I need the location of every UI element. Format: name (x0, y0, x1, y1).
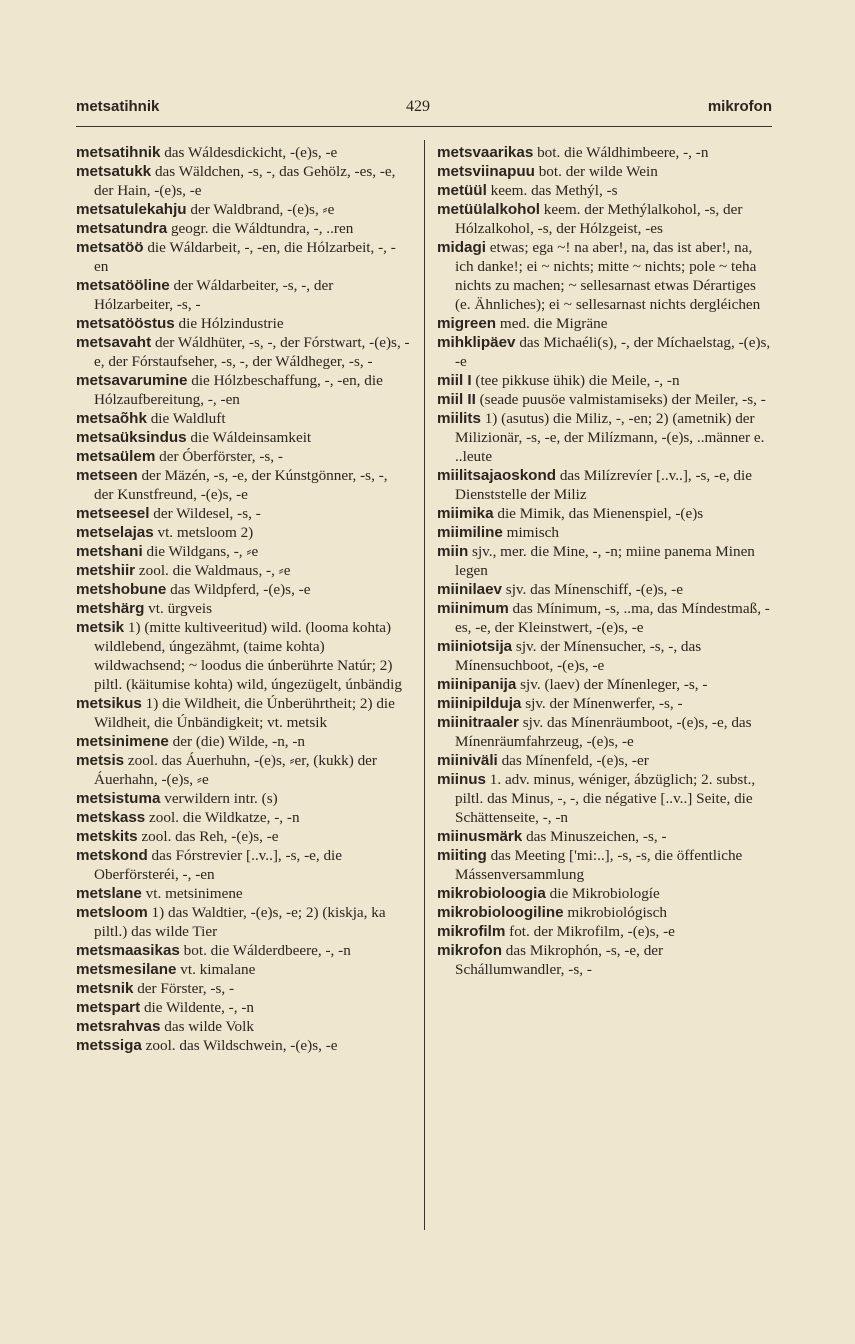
dictionary-entry (437, 504, 772, 523)
dictionary-entry (437, 846, 772, 884)
dictionary-entry (437, 770, 772, 827)
entry-definition: das Wáldesdickicht, -(e)s, -e (164, 144, 338, 161)
column-divider (424, 140, 425, 1230)
entry-definition: die Wáldarbeit, -, -en, die Hólzarbeit, -, -en (94, 239, 396, 275)
entry-headword: metsmesilane (76, 961, 177, 978)
dictionary-entry (76, 580, 410, 599)
dictionary-entry (437, 466, 772, 504)
entry-definition: sjv. der Mínensucher, -s, -, das Mínensuchboot, -(e)s, -e (455, 638, 702, 674)
dictionary-entry (76, 371, 410, 409)
entry-headword: metsatöö (76, 239, 144, 256)
dictionary-entry (437, 143, 772, 162)
entry-headword: metspart (76, 999, 141, 1016)
entry-headword: miinitraaler (437, 714, 519, 731)
entry-headword: miinus (437, 771, 486, 788)
dictionary-entry (76, 979, 410, 998)
entry-definition: das Minuszeichen, -s, - (526, 828, 667, 845)
entry-headword: metshobune (76, 581, 167, 598)
entry-definition: zool. die Wildkatze, -, -n (149, 809, 300, 826)
entry-definition: die Hólzindustrie (178, 315, 284, 332)
entry-headword: metsvaarikas (437, 144, 534, 161)
dictionary-entry (76, 447, 410, 466)
entry-definition: der Förster, -s, - (137, 980, 235, 997)
entry-definition: das Wäldchen, -s, -, das Gehölz, -es, -e, der Hain, -(e)s, -e (94, 163, 396, 199)
entry-definition: mikrobiológisch (567, 904, 667, 921)
entry-definition: der (die) Wilde, -n, -n (172, 733, 306, 750)
entry-definition: der Óberförster, -s, - (159, 448, 283, 465)
entry-definition: das Mínenfeld, -(e)s, -er (501, 752, 649, 769)
entry-headword: miinipanija (437, 676, 517, 693)
page-number: 429 (406, 98, 430, 115)
dictionary-entry (437, 922, 772, 941)
dictionary-entry (437, 941, 772, 979)
dictionary-entry (76, 314, 410, 333)
dictionary-entry (76, 789, 410, 808)
dictionary-entry (437, 409, 772, 466)
entry-definition: der Wildesel, -s, - (153, 505, 261, 522)
entry-definition: keem. der Methýlalkohol, -s, der Hólzalkohol, -s, der Hólzgeist, -es (455, 201, 743, 237)
entry-headword: miilitsajaoskond (437, 467, 557, 484)
entry-definition: vt. metsloom 2) (157, 524, 254, 541)
entry-headword: metskits (76, 828, 138, 845)
dictionary-entry (76, 808, 410, 827)
entry-headword: mihklipäev (437, 334, 516, 351)
entry-headword: metsavarumine (76, 372, 188, 389)
dictionary-entry (76, 732, 410, 751)
entry-definition: sjv. das Mínenschiff, -(e)s, -e (505, 581, 683, 598)
entry-definition: mimisch (506, 524, 559, 541)
dictionary-entry (76, 618, 410, 694)
entry-definition: (seade puusöe valmistamiseks) der Meiler, -s, - (479, 391, 766, 408)
dictionary-entry (437, 181, 772, 200)
right-column (437, 143, 772, 979)
dictionary-entry (76, 504, 410, 523)
dictionary-entry (437, 903, 772, 922)
entry-headword: miinipilduja (437, 695, 522, 712)
entry-definition: bot. die Wáldhimbeere, -, -n (537, 144, 709, 161)
entry-definition: vt. kimalane (180, 961, 256, 978)
entry-definition: 1) das Waldtier, -(e)s, -e; 2) (kiskja, ka piltl.) das wilde Tier (94, 904, 386, 940)
dictionary-entry (76, 903, 410, 941)
entry-definition: sjv. das Mínenräumboot, -(e)s, -e, das Mínenräumfahrzeug, -(e)s, -e (455, 714, 752, 750)
entry-definition: etwas; ega ~! na aber!, na, das ist aber!, na, ich danke!; ei ~ nichts; mitte ~ nichts; pole ~ teha nichts zu machen; ~ sellesarnast etwas Dérartiges (e. Ähnliches); ei ~ sellesarnast nichts dergléichen (455, 239, 761, 313)
dictionary-entry (76, 694, 410, 732)
dictionary-entry (76, 599, 410, 618)
dictionary-entry (437, 200, 772, 238)
entry-headword: metshiir (76, 562, 136, 579)
dictionary-entry (437, 314, 772, 333)
entry-headword: midagi (437, 239, 486, 256)
entry-headword: miinimum (437, 600, 509, 617)
entry-definition: die Wildente, -, -n (143, 999, 254, 1016)
entry-definition: (tee pikkuse ühik) die Meile, -, -n (475, 372, 680, 389)
entry-definition: das Meeting ['mi:..], -s, -s, die öffentliche Mássenversammlung (455, 847, 743, 883)
dictionary-entry (76, 827, 410, 846)
entry-definition: 1) die Wildheit, die Únberührtheit; 2) die Wildheit, die Únbändigkeit; vt. metsik (94, 695, 395, 731)
entry-definition: med. die Migräne (499, 315, 608, 332)
entry-definition: zool. das Áuerhuhn, -(e)s, ⸗er, (kukk) der Áuerhahn, -(e)s, ⸗e (94, 752, 377, 788)
entry-headword: metsinimene (76, 733, 169, 750)
entry-definition: der Wáldhüter, -s, -, der Fórstwart, -(e)s, -e, der Fórstaufseher, -s, -, der Wáldheger, -s, - (94, 334, 410, 370)
entry-definition: zool. die Waldmaus, -, ⸗e (138, 562, 291, 579)
dictionary-entry (76, 333, 410, 371)
entry-headword: miiniväli (437, 752, 498, 769)
entry-headword: metskond (76, 847, 148, 864)
header-rule (76, 126, 772, 127)
entry-headword: miimiline (437, 524, 503, 541)
entry-headword: migreen (437, 315, 497, 332)
entry-definition: vt. ürgveis (148, 600, 213, 617)
entry-headword: metsmaasikas (76, 942, 180, 959)
entry-definition: das Mikrophón, -s, -e, der Schállumwandler, -s, - (455, 942, 664, 978)
entry-headword: metsatihnik (76, 144, 161, 161)
entry-headword: metshärg (76, 600, 145, 617)
entry-headword: metshani (76, 543, 143, 560)
entry-headword: metüülalkohol (437, 201, 540, 218)
dictionary-entry (76, 238, 410, 276)
entry-headword: metsik (76, 619, 125, 636)
entry-definition: die Wildgans, -, ⸗e (146, 543, 259, 560)
right-running-head: mikrofon (707, 98, 772, 115)
dictionary-entry (76, 276, 410, 314)
entry-headword: metsatulekahju (76, 201, 187, 218)
entry-definition: das Michaéli(s), -, der Míchaelstag, -(e)s, -e (455, 334, 771, 370)
entry-definition: die Hólzbeschaffung, -, -en, die Hólzaufbereitung, -, -en (94, 372, 383, 408)
entry-definition: das Fórstrevier [..v..], -s, -e, die Oberförsteréi, -, -en (94, 847, 343, 883)
entry-definition: 1. adv. minus, wéniger, ábzüglich; 2. subst., piltl. das Minus, -, -, die négative [..v..] Seite, die Schättenseite, -, -n (455, 771, 756, 826)
entry-headword: metsaülem (76, 448, 156, 465)
dictionary-entry (437, 637, 772, 675)
entry-definition: die Mimik, das Mienenspiel, -(e)s (497, 505, 704, 522)
entry-headword: metsviinapuu (437, 163, 535, 180)
entry-headword: metüül (437, 182, 487, 199)
entry-headword: metseen (76, 467, 138, 484)
entry-headword: mikrobioloogia (437, 885, 546, 902)
left-running-head: metsatihnik (76, 98, 160, 115)
dictionary-entry (437, 238, 772, 314)
entry-definition: der Wáldarbeiter, -s, -, der Hólzarbeiter, -s, - (94, 277, 334, 313)
dictionary-entry (76, 751, 410, 789)
dictionary-entry (76, 941, 410, 960)
entry-definition: keem. das Methýl, -s (490, 182, 618, 199)
entry-definition: geogr. die Wáldtundra, -, ..ren (170, 220, 354, 237)
dictionary-entry (76, 960, 410, 979)
dictionary-entry (437, 333, 772, 371)
entry-definition: das Wildpferd, -(e)s, -e (170, 581, 311, 598)
entry-headword: miiniotsija (437, 638, 513, 655)
entry-headword: mikrobioloogiline (437, 904, 564, 921)
entry-definition: 1) (asutus) die Miliz, -, -en; 2) (ametnik) der Milizionär, -s, -e, der Milízmann, -(e)s, ..männer e. ..leute (455, 410, 765, 465)
entry-headword: miimika (437, 505, 494, 522)
dictionary-entry (76, 561, 410, 580)
dictionary-entry (437, 162, 772, 181)
entry-definition: zool. das Wildschwein, -(e)s, -e (145, 1037, 338, 1054)
dictionary-entry (76, 219, 410, 238)
entry-definition: der Mäzén, -s, -e, der Kúnstgönner, -s, -, der Kunstfreund, -(e)s, -e (94, 467, 388, 503)
dictionary-entry (437, 675, 772, 694)
dictionary-entry (76, 143, 410, 162)
entry-headword: metsatukk (76, 163, 152, 180)
dictionary-entry (76, 1017, 410, 1036)
dictionary-entry (437, 694, 772, 713)
entry-definition: die Waldluft (150, 410, 226, 427)
entry-headword: mikrofilm (437, 923, 506, 940)
entry-definition: die Mikrobiologíe (549, 885, 660, 902)
dictionary-entry (76, 542, 410, 561)
entry-headword: miil I (437, 372, 472, 389)
entry-headword: miiting (437, 847, 487, 864)
entry-definition: der Waldbrand, -(e)s, ⸗e (190, 201, 335, 218)
dictionary-entry (76, 428, 410, 447)
entry-headword: metsavaht (76, 334, 152, 351)
entry-definition: bot. die Wálderdbeere, -, -n (183, 942, 351, 959)
dictionary-entry (76, 466, 410, 504)
entry-definition: zool. das Reh, -(e)s, -e (141, 828, 279, 845)
dictionary-entry (437, 713, 772, 751)
page-header (76, 98, 772, 126)
entry-headword: metsikus (76, 695, 142, 712)
dictionary-entry (76, 162, 410, 200)
entry-definition: sjv. der Mínenwerfer, -s, - (525, 695, 683, 712)
entry-headword: miinusmärk (437, 828, 523, 845)
entry-headword: miilits (437, 410, 481, 427)
entry-headword: metslane (76, 885, 142, 902)
dictionary-entry (437, 751, 772, 770)
entry-definition: das wilde Volk (164, 1018, 254, 1035)
entry-definition: fot. der Mikrofilm, -(e)s, -e (509, 923, 675, 940)
entry-headword: metsistuma (76, 790, 161, 807)
entry-headword: metsatööline (76, 277, 170, 294)
dictionary-entry (76, 523, 410, 542)
dictionary-entry (76, 200, 410, 219)
dictionary-entry (76, 846, 410, 884)
entry-headword: metsatööstus (76, 315, 175, 332)
entry-definition: sjv., mer. die Mine, -, -n; miine panema Minen legen (455, 543, 755, 579)
entry-definition: das Milízrevíer [..v..], -s, -e, die Dienststelle der Miliz (455, 467, 752, 503)
entry-definition: sjv. (laev) der Mínenleger, -s, - (520, 676, 708, 693)
entry-headword: miil II (437, 391, 476, 408)
dictionary-entry (76, 884, 410, 903)
dictionary-entry (437, 599, 772, 637)
dictionary-entry (437, 523, 772, 542)
entry-headword: metskass (76, 809, 146, 826)
entry-headword: metsaüksindus (76, 429, 187, 446)
entry-headword: miin (437, 543, 469, 560)
entry-definition: das Mínimum, -s, ..ma, das Míndestmaß, -es, -e, der Kleinstwert, -(e)s, -e (455, 600, 770, 636)
entry-headword: mikrofon (437, 942, 502, 959)
entry-definition: vt. metsinimene (145, 885, 243, 902)
dictionary-entry (76, 998, 410, 1017)
entry-headword: metsrahvas (76, 1018, 161, 1035)
entry-headword: metsloom (76, 904, 148, 921)
entry-headword: miinilaev (437, 581, 502, 598)
entry-headword: metselajas (76, 524, 154, 541)
entry-headword: metsaõhk (76, 410, 147, 427)
entry-definition: 1) (mitte kultiveeritud) wild. (looma kohta) wildlebend, úngezähmt, (taime kohta) wildwachsend; ~ loodus die únberührte Natúr; 2) piltl. (käitumise kohta) wild, úngezügelt, únbändig (94, 619, 402, 693)
dictionary-entry (437, 390, 772, 409)
entry-headword: metsnik (76, 980, 134, 997)
entry-headword: metssiga (76, 1037, 142, 1054)
entry-headword: metseesel (76, 505, 150, 522)
entry-headword: metsatundra (76, 220, 168, 237)
dictionary-entry (437, 371, 772, 390)
left-column (76, 143, 410, 1055)
dictionary-entry (76, 1036, 410, 1055)
dictionary-entry (437, 827, 772, 846)
entry-headword: metsis (76, 752, 125, 769)
entry-definition: verwildern intr. (s) (164, 790, 278, 807)
entry-definition: die Wáldeinsamkeit (190, 429, 312, 446)
dictionary-entry (437, 580, 772, 599)
dictionary-entry (437, 884, 772, 903)
dictionary-entry (437, 542, 772, 580)
entry-definition: bot. der wilde Wein (538, 163, 658, 180)
dictionary-entry (76, 409, 410, 428)
